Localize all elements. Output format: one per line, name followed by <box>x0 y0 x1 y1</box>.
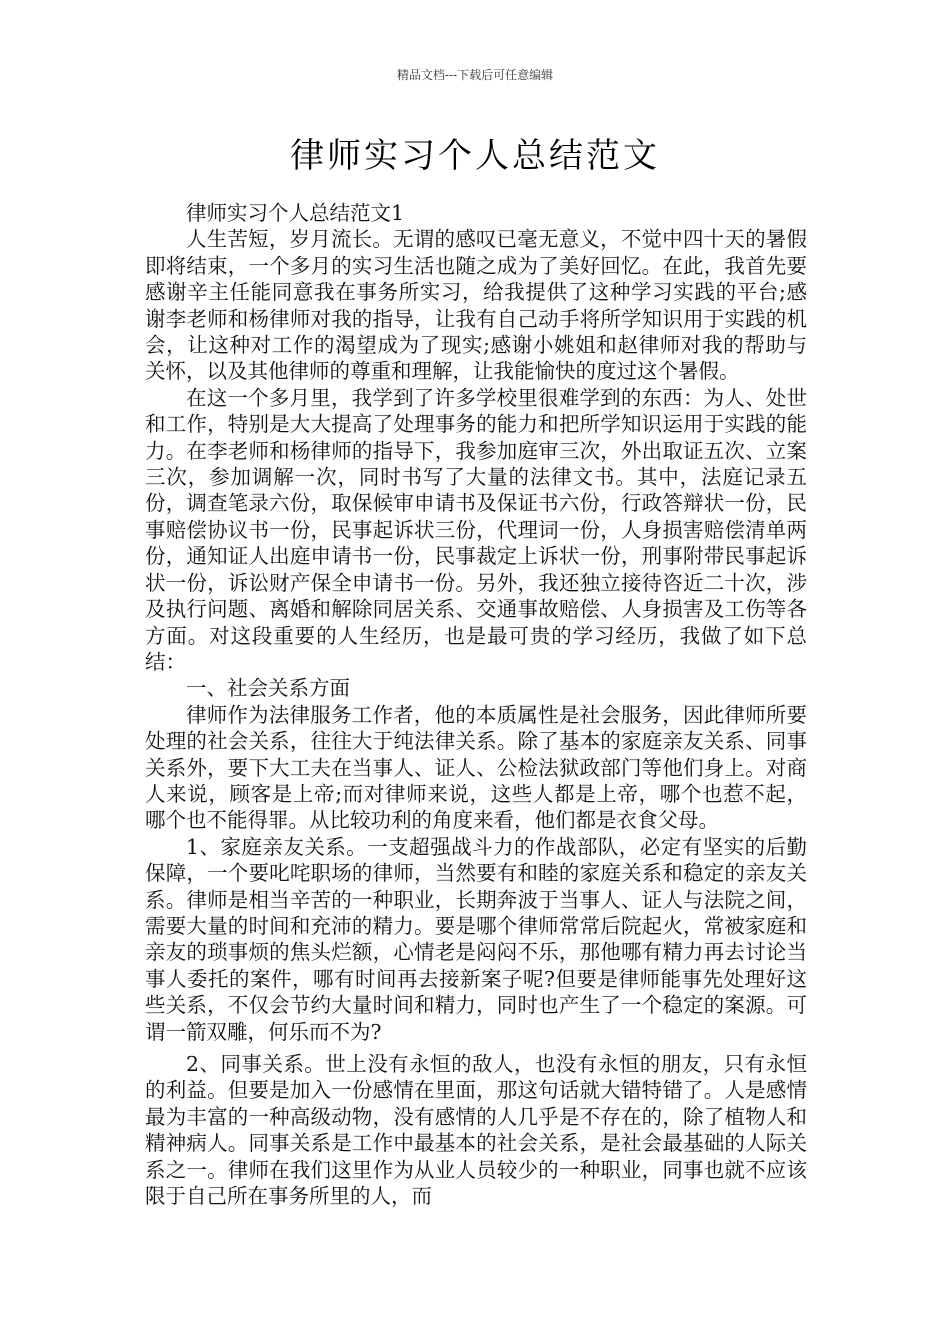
document-title: 律师实习个人总结范文 <box>290 136 660 176</box>
body-paragraph: 在这一个多月里，我学到了许多学校里很难学到的东西：为人、处世和工作，特别是大大提高了处理事务的能力和把所学知识运用于实践的能力。在李老师和杨律师的指导下，我参加庭审三次，外出取证五次、立案三次，参加调解一次，同时书写了大量的法律文书。其中，法庭记录五份，调查笔录六份，取保候审申请书及保证书六份，行政答辩状一份，民事赔偿协议书一份，民事起诉状三份，代理词一份，人身损害赔偿清单两份，通知证人出庭申请书一份，民事裁定上诉状一份，刑事附带民事起诉状一份，诉讼财产保全申请书一份。另外，我还独立接待咨近二十次，涉及执行问题、离婚和解除同居关系、交通事故赔偿、人身损害及工伤等各方面。对这段重要的人生经历，也是最可贵的学习经历，我做了如下总结： <box>145 385 807 674</box>
body-paragraph: 人生苦短，岁月流长。无谓的感叹已毫无意义，不觉中四十天的暑假即将结束，一个多月的实习生活也随之成为了美好回忆。在此，我首先要感谢辛主任能同意我在事务所实习，给我提供了这种学习实践的平台;感谢李老师和杨律师对我的指导，让我有自己动手将所学知识用于实践的机会，让这种对工作的渴望成为了现实;感谢小姚姐和赵律师对我的帮助与关怀，以及其他律师的尊重和理解，让我能愉快的度过这个暑假。 <box>145 227 807 384</box>
page-header-note: 精品文档---下载后可任意编辑 <box>396 68 554 82</box>
section-heading: 一、社会关系方面 <box>186 676 350 701</box>
body-paragraph: 1、家庭亲友关系。一支超强战斗力的作战部队，必定有坚实的后勤保障，一个要叱咤职场的律师，当然要有和睦的家庭关系和稳定的亲友关系。律师是相当辛苦的一种职业，长期奔波于当事人、证人与法院之间，需要大量的时间和充沛的精力。要是哪个律师常常后院起火，常被家庭和亲友的琐事烦的焦头烂额，心情老是闷闷不乐，那他哪有精力再去讨论当事人委托的案件，哪有时间再去接新案子呢?但要是律师能事先处理好这些关系，不仅会节约大量时间和精力，同时也产生了一个稳定的案源。可谓一箭双雕，何乐而不为? <box>145 834 807 1044</box>
subtitle-paragraph: 律师实习个人总结范文1 <box>186 201 405 225</box>
body-paragraph: 律师作为法律服务工作者，他的本质属性是社会服务，因此律师所要处理的社会关系，往往大于纯法律关系。除了基本的家庭亲友关系、同事关系外，要下大工夫在当事人、证人、公检法狱政部门等他们身上。对商人来说，顾客是上帝;而对律师来说，这些人都是上帝，哪个也惹不起，哪个也不能得罪。从比较功利的角度来看，他们都是衣食父母。 <box>145 702 807 833</box>
document-body <box>145 200 807 1209</box>
body-paragraph: 2、同事关系。世上没有永恒的敌人，也没有永恒的朋友，只有永恒的利益。但要是加入一份感情在里面，那这句话就大错特错了。人是感情最为丰富的一种高级动物，没有感情的人几乎是不存在的，除了植物人和精神病人。同事关系是工作中最基本的社会关系，是社会最基础的人际关系之一。律师在我们这里作为从业人员较少的一种职业，同事也就不应该限于自己所在事务所里的人，而 <box>145 1052 807 1209</box>
